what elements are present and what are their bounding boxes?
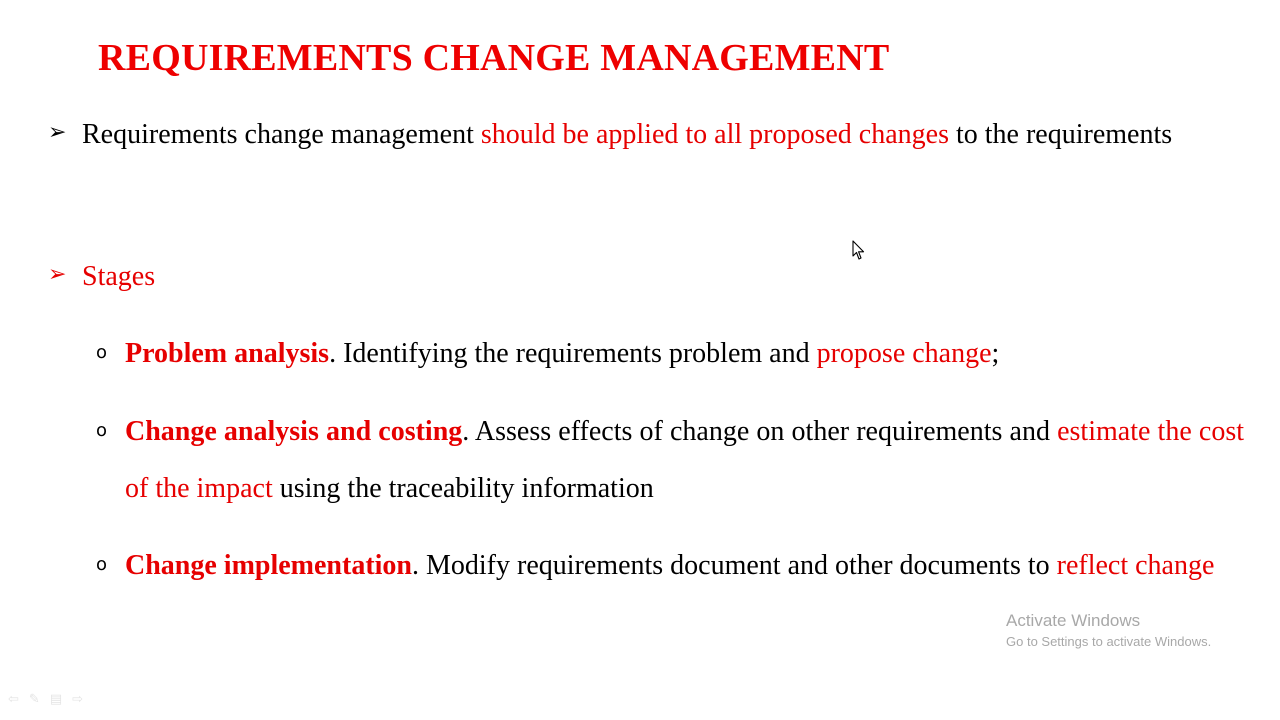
next-slide-icon[interactable]: ⇨ bbox=[72, 692, 84, 707]
stage-highlight: reflect change bbox=[1056, 550, 1215, 581]
stage-text-b: ; bbox=[991, 338, 1000, 369]
circle-bullet-icon: o bbox=[96, 554, 108, 575]
activate-windows-watermark bbox=[1006, 610, 1211, 652]
bullet1-text-a: Requirements change management bbox=[82, 119, 481, 150]
stage-highlight: propose change bbox=[816, 338, 992, 369]
menu-icon[interactable]: ▤ bbox=[49, 692, 63, 707]
stage-problem-analysis bbox=[125, 325, 1244, 382]
stage-name: Problem analysis bbox=[125, 338, 330, 369]
stage-name: Change analysis and costing bbox=[125, 416, 463, 447]
bullet-stages bbox=[82, 248, 482, 305]
watermark-subtitle: Go to Settings to activate Windows. bbox=[1006, 634, 1212, 649]
bullet-requirements-change bbox=[82, 106, 1244, 163]
slide-title: REQUIREMENTS CHANGE MANAGEMENT bbox=[98, 37, 890, 79]
stages-label: Stages bbox=[82, 261, 156, 292]
stage-text-a: . Identifying the requirements problem and bbox=[329, 338, 817, 369]
stage-name: Change implementation bbox=[125, 550, 412, 581]
stage-highlight: estimate the cost of the impact bbox=[125, 416, 1245, 504]
stage-text-a: . Assess effects of change on other requirements and bbox=[462, 416, 1058, 447]
circle-bullet-icon: o bbox=[96, 420, 108, 441]
stage-change-analysis bbox=[125, 403, 1244, 517]
bullet1-text-b: to the requirements bbox=[948, 119, 1173, 150]
stage-change-implementation bbox=[125, 537, 1244, 594]
bullet-arrow-red-icon: ➢ bbox=[48, 262, 67, 287]
stage-text-b: using the traceability information bbox=[272, 473, 654, 504]
stage-text-a: . Modify requirements document and other documents to bbox=[412, 550, 1057, 581]
prev-slide-icon[interactable]: ⇦ bbox=[8, 692, 19, 707]
mouse-cursor-icon bbox=[852, 240, 866, 262]
slideshow-nav bbox=[8, 692, 83, 707]
bullet-arrow-icon: ➢ bbox=[48, 120, 67, 145]
pen-icon[interactable]: ✎ bbox=[28, 692, 40, 707]
circle-bullet-icon: o bbox=[96, 342, 108, 363]
watermark-title: Activate Windows bbox=[1006, 611, 1141, 630]
bullet1-highlight: should be applied to all proposed changes bbox=[480, 119, 949, 150]
